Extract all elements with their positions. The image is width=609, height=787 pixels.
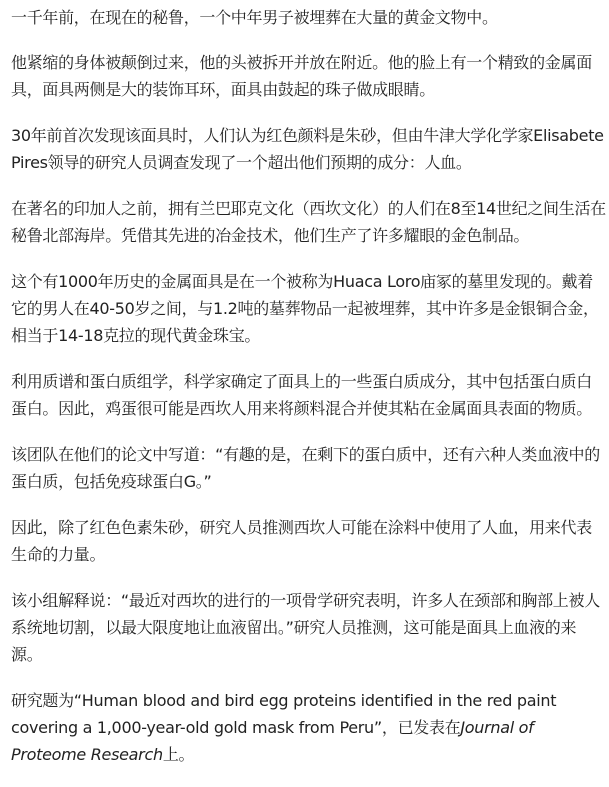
paragraph-paper-quote: 该团队在他们的论文中写道：“有趣的是，在剩下的蛋白质中，还有六种人类血液中的蛋白质，包括免疫球蛋白G。”: [11, 445, 600, 491]
paragraph-mask-description: 他紧缩的身体被颠倒过来，他的头被拆开并放在附近。他的脸上有一个精致的金属面具，面具两侧是大的装饰耳环，面具由鼓起的珠子做成眼睛。: [11, 53, 592, 99]
paragraph-huaca-loro: 这个有1000年历史的金属面具是在一个被称为Huaca Loro庙冢的墓里发现的。戴着它的男人在40-50岁之间，与1.2吨的墓葬物品一起被埋葬，其中许多是金银铜合金，相当于14-18克拉的现代黄金珠宝。: [11, 272, 599, 345]
paragraph-proteomics: 利用质谱和蛋白质组学，科学家确定了面具上的一些蛋白质成分，其中包括蛋白质白蛋白。因此，鸡蛋很可能是西坎人用来将颜料混合并使其粘在金属面具表面的物质。: [11, 372, 592, 418]
paragraph-osteology: 该小组解释说：“最近对西坎的进行的一项骨学研究表明，许多人在颈部和胸部上被人系统地切割，以最大限度地让血液留出。”研究人员推测，这可能是面具上血液的来源。: [11, 591, 600, 664]
paragraph-burial: 一千年前，在现在的秘鲁，一个中年男子被埋葬在大量的黄金文物中。: [11, 8, 498, 27]
citation-suffix: 上。: [162, 745, 195, 764]
paragraph-citation: [11, 687, 607, 768]
paragraph-sican-culture: 在著名的印加人之前，拥有兰巴耶克文化（西坎文化）的人们在8至14世纪之间生活在秘鲁北部海岸。凭借其先进的冶金技术，他们生产了许多耀眼的金色制品。: [11, 199, 606, 245]
paragraph-life-force: 因此，除了红色色素朱砂，研究人员推测西坎人可能在涂料中使用了人血，用来代表生命的力量。: [11, 518, 592, 564]
paragraph-human-blood: 30年前首次发现该面具时，人们认为红色颜料是朱砂，但由牛津大学化学家Elisabete Pires领导的研究人员调查发现了一个超出他们预期的成分：人血。: [11, 126, 604, 172]
citation-prefix: 研究题为“Human blood and bird egg proteins identified in the red paint covering a 1,000-year-old gold mask from Peru”，已发表在: [11, 691, 557, 737]
journal-name: Journal of Proteome Research: [11, 718, 534, 764]
article-body: [11, 4, 607, 787]
